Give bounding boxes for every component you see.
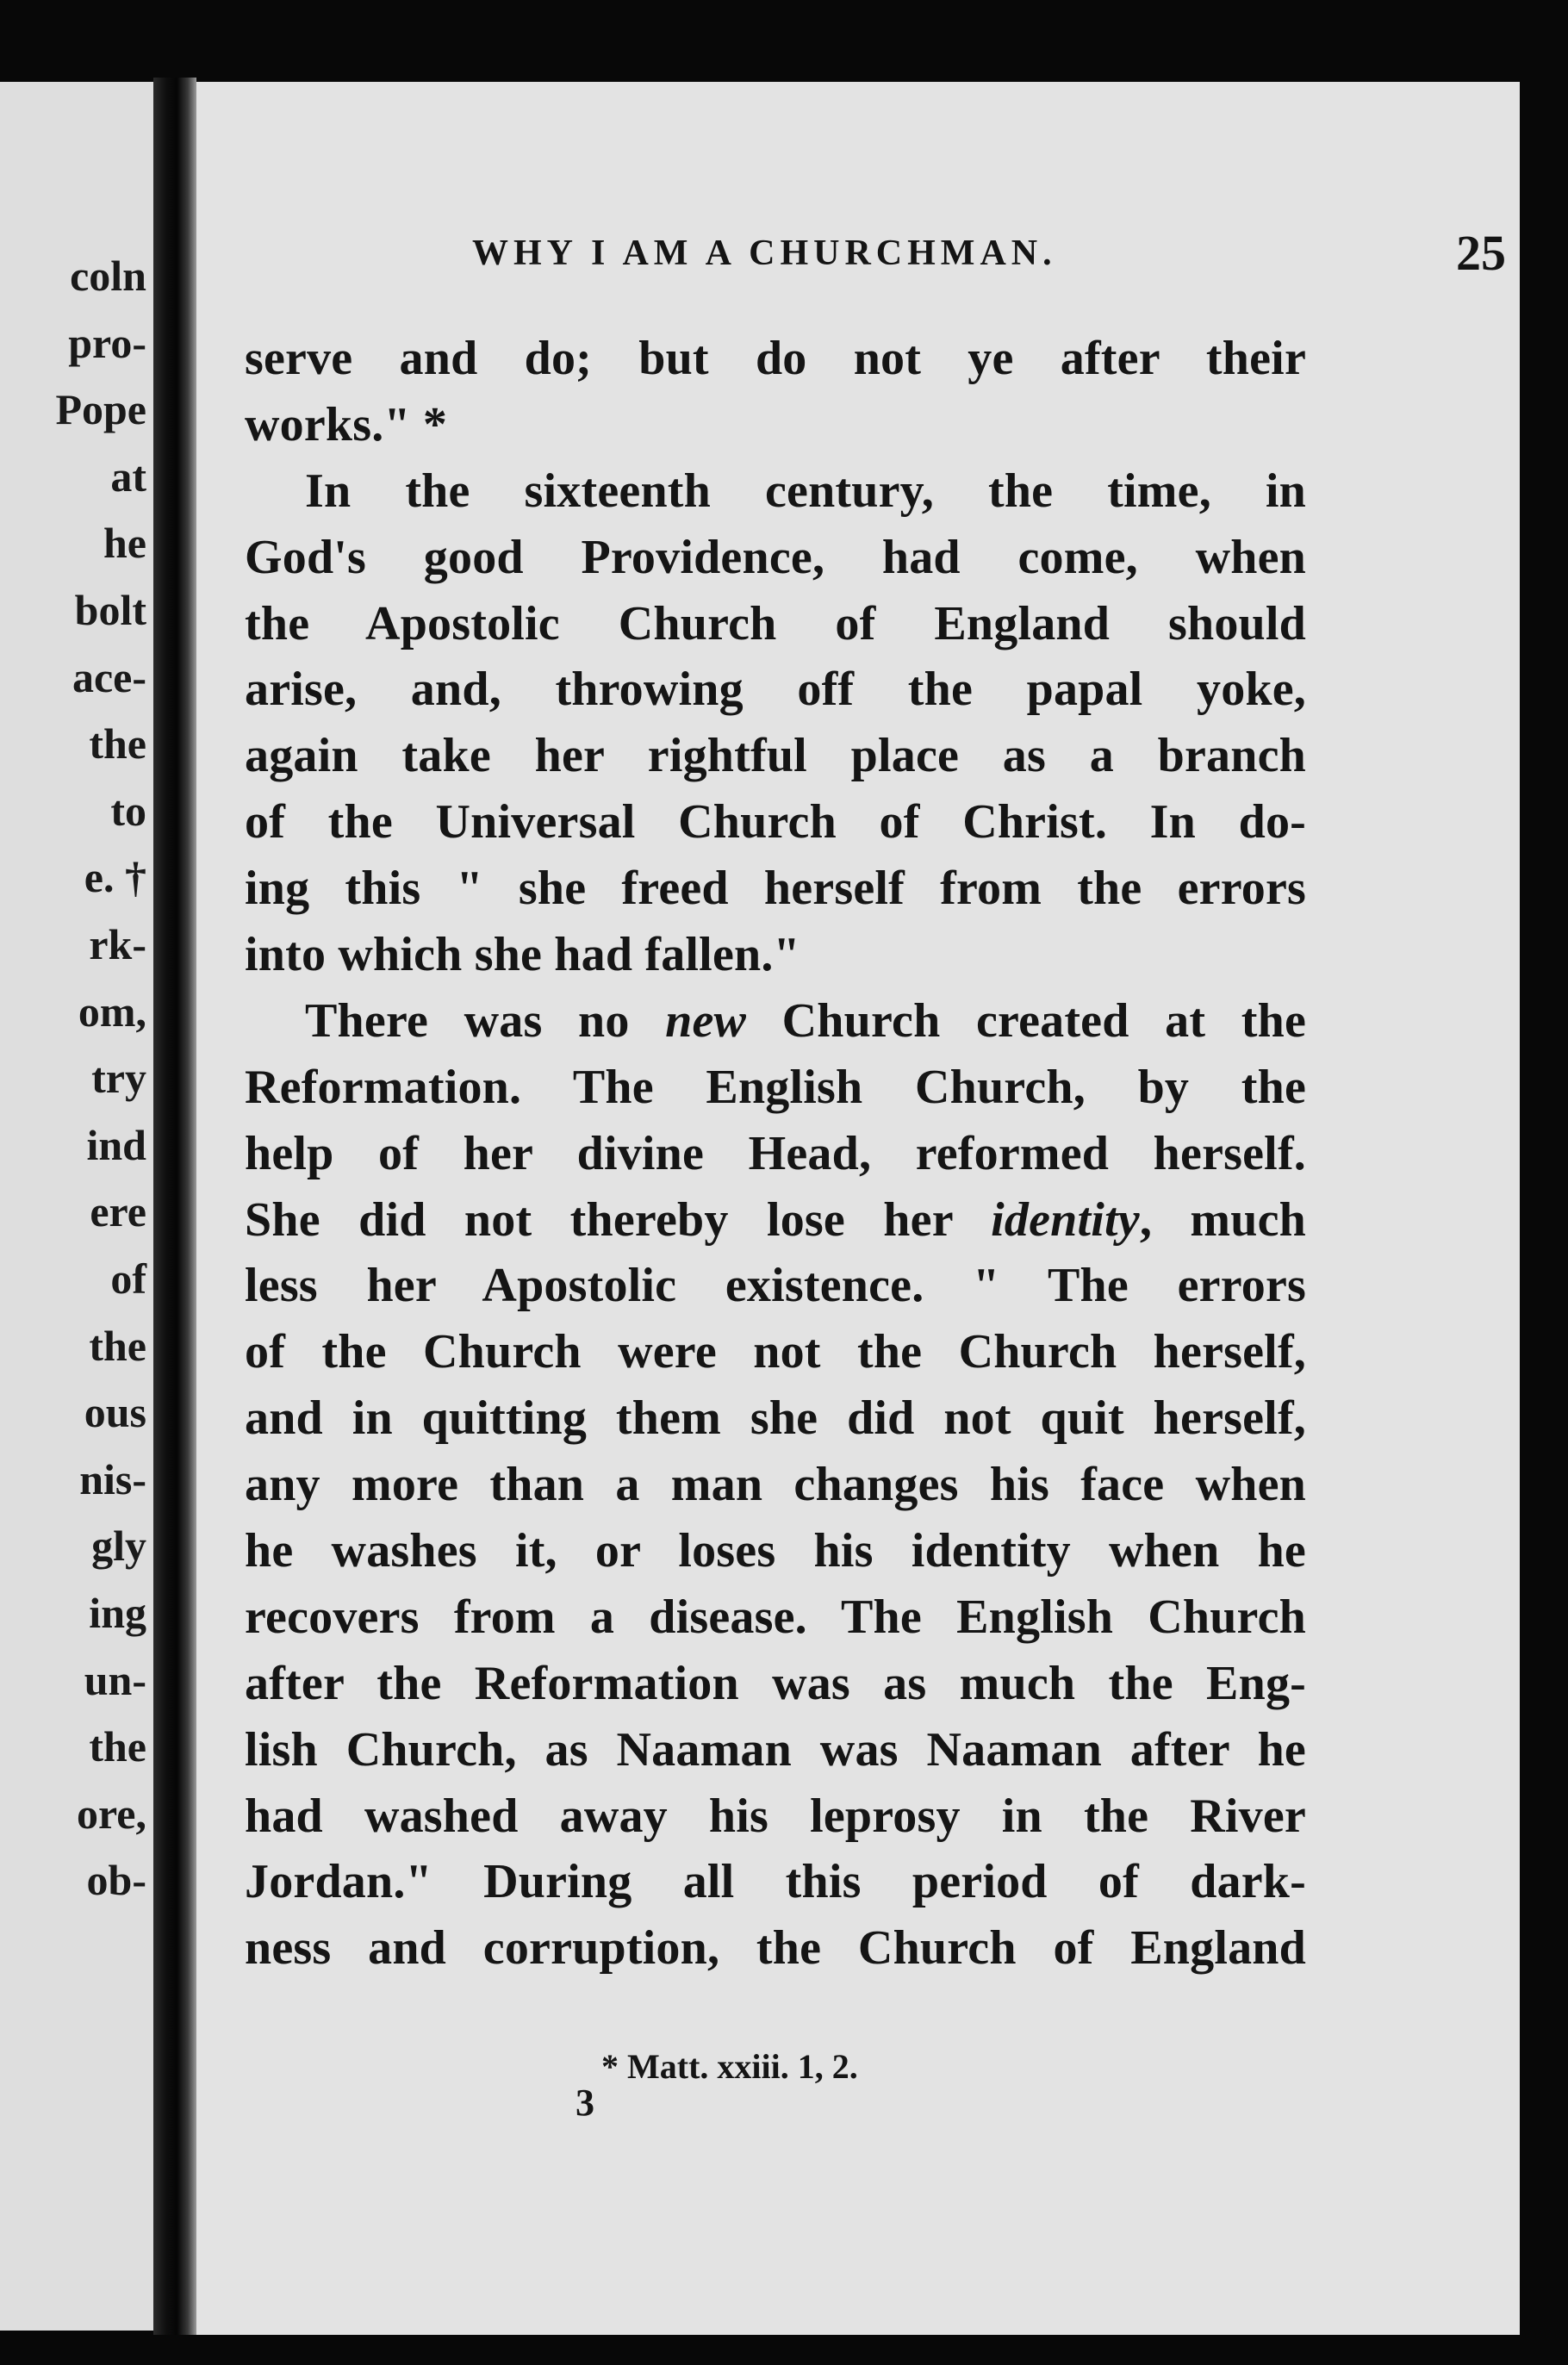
facing-page-line: the: [89, 1321, 146, 1370]
text-line: the Apostolic Church of England should: [245, 596, 1306, 650]
facing-page-line: the: [89, 719, 146, 769]
text-line: ing this " she freed herself from the errors: [245, 862, 1306, 916]
text-line: and in quitting them she did not quit herself,: [245, 1391, 1306, 1446]
text-line: works." *: [245, 397, 448, 451]
facing-page-line: bolt: [74, 586, 146, 634]
book-gutter: [153, 78, 196, 2335]
facing-page-line: Pope: [55, 385, 146, 434]
running-head: [472, 224, 1506, 293]
facing-page-line: he: [103, 519, 146, 568]
facing-page-line: e. †: [84, 853, 146, 902]
facing-page-line: coln: [70, 252, 146, 300]
text-line: God's good Providence, had come, when: [245, 530, 1306, 584]
facing-page-line: ore,: [77, 1789, 146, 1838]
text-line: help of her divine Head, reformed herself.: [245, 1126, 1306, 1180]
facing-page-line: try: [91, 1054, 146, 1103]
facing-page-line: om,: [78, 986, 146, 1036]
text-line: Jordan." During all this period of dark-: [245, 1855, 1306, 1909]
text-line: Reformation. The English Church, by the: [245, 1060, 1306, 1114]
text-line: of the Church were not the Church herself,: [245, 1325, 1306, 1379]
facing-page-line: to: [110, 786, 146, 835]
page-number: 25: [1456, 225, 1506, 281]
facing-page-line: nis-: [79, 1454, 146, 1503]
text-line: arise, and, throwing off the papal yoke,: [245, 663, 1306, 717]
text-line: She did not thereby lose her identity, much: [245, 1192, 1306, 1247]
text-line: again take her rightful place as a branch: [245, 729, 1306, 783]
text-line: he washes it, or loses his identity when he: [245, 1524, 1306, 1578]
facing-page-line: at: [110, 451, 146, 501]
facing-page-line: ob-: [86, 1856, 146, 1905]
text-line: serve and do; but do not ye after their: [245, 332, 1306, 385]
footnote: * Matt. xxiii. 1, 2.: [601, 2047, 858, 2086]
text-line: had washed away his leprosy in the River: [245, 1789, 1306, 1843]
text-line: In the sixteenth century, the time, in: [305, 464, 1306, 518]
text-line: recovers from a disease. The English Church: [245, 1590, 1306, 1644]
text-line: into which she had fallen.": [245, 928, 800, 982]
facing-page-line: ere: [90, 1187, 146, 1236]
facing-page-line: un-: [84, 1655, 146, 1704]
facing-page-fragment: [0, 82, 153, 2331]
text-line: There was no new Church created at the: [305, 993, 1306, 1048]
facing-page-line: ous: [84, 1388, 146, 1437]
facing-page-line: gly: [91, 1522, 146, 1571]
text-line: of the Universal Church of Christ. In do-: [245, 795, 1306, 850]
text-line: ness and corruption, the Church of England: [245, 1921, 1306, 1976]
body-text: [245, 326, 1306, 1982]
facing-page-line: ind: [86, 1120, 146, 1169]
running-title: WHY I AM A CHURCHMAN.: [472, 233, 1057, 273]
book-page: [196, 82, 1520, 2335]
facing-page-line: ing: [89, 1589, 146, 1637]
text-line: any more than a man changes his face when: [245, 1458, 1306, 1512]
facing-page-line: rk-: [89, 920, 146, 968]
facing-page-line: ace-: [72, 652, 146, 701]
signature-mark: 3: [576, 2082, 594, 2124]
text-line: less her Apostolic existence. " The errors: [245, 1259, 1306, 1313]
text-line: lish Church, as Naaman was Naaman after he: [245, 1722, 1306, 1777]
text-line: after the Reformation was as much the Eng-: [245, 1656, 1306, 1710]
facing-page-line: of: [110, 1254, 146, 1303]
facing-page-line: pro-: [68, 318, 146, 367]
facing-page-line: the: [89, 1722, 146, 1771]
